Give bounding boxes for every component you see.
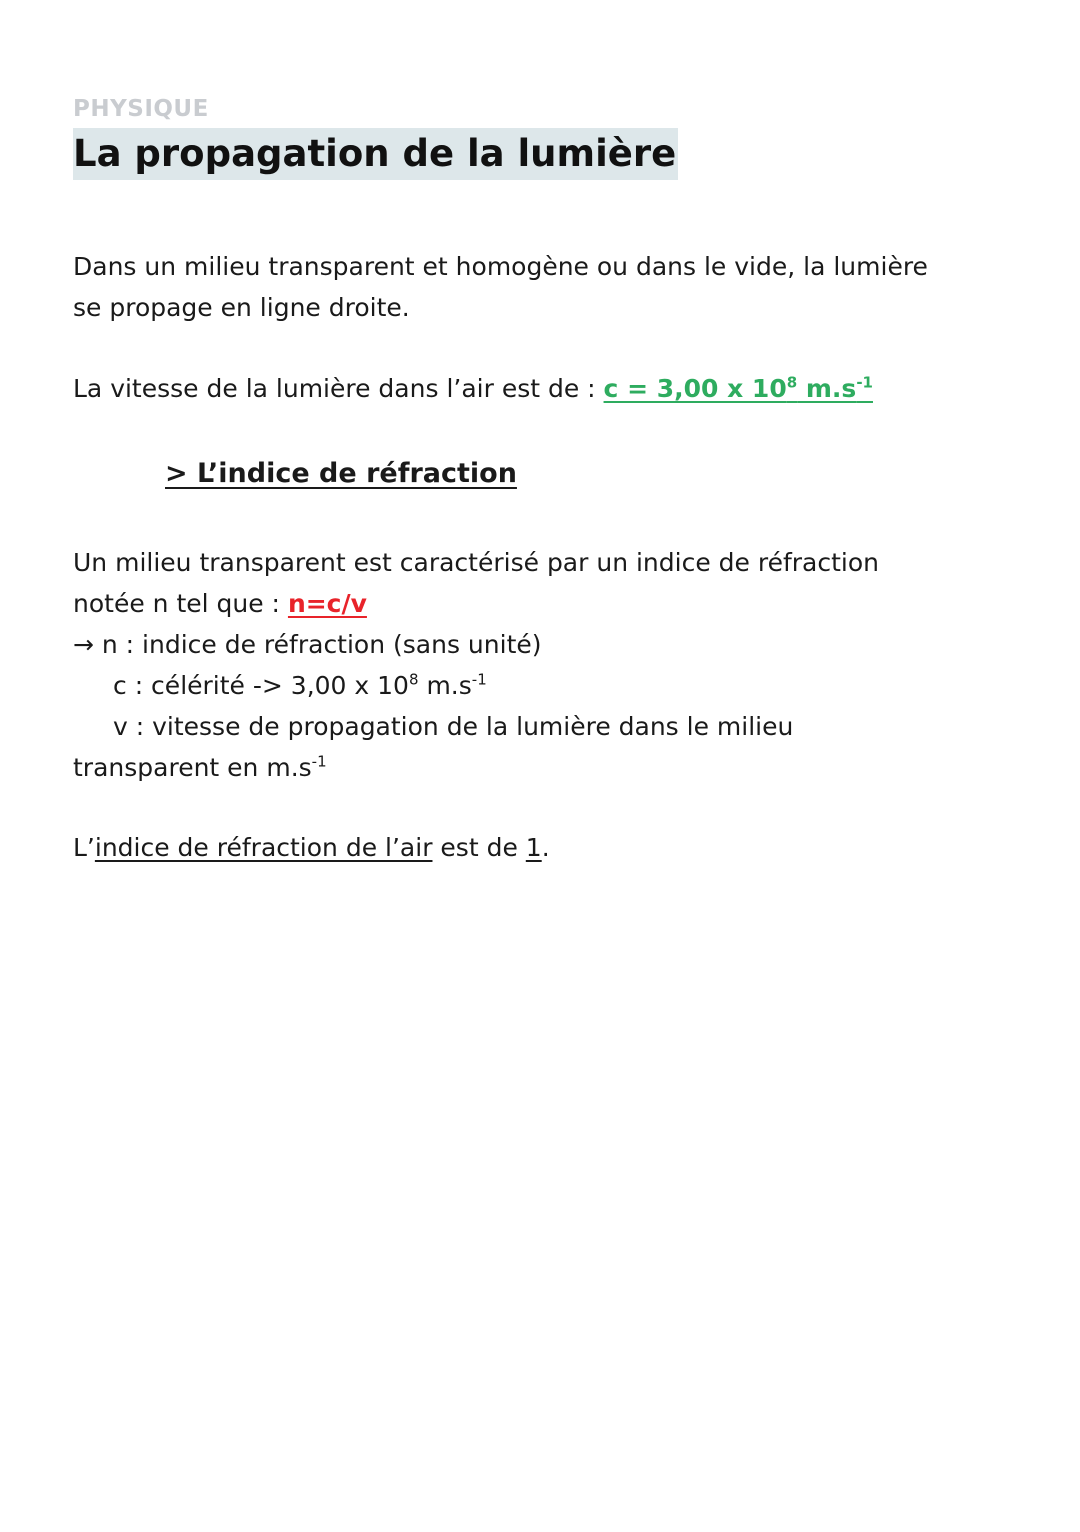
section-heading: > L’indice de réfraction <box>165 458 517 489</box>
speed-text: La vitesse de la lumière dans l’air est de : <box>73 374 604 403</box>
definition-paragraph <box>73 542 1013 788</box>
item-v-line-1: v : vitesse de propagation de la lumière dans le milieu <box>113 712 794 741</box>
item-v-line-2 <box>73 747 1013 788</box>
item-c <box>73 665 1013 706</box>
air-index-underlined: indice de réfraction de l’air <box>94 833 433 862</box>
subject-label: PHYSIQUE <box>73 96 209 122</box>
speed-formula-unit-exponent: -1 <box>856 373 873 392</box>
item-v-exponent: -1 <box>311 752 327 771</box>
speed-formula-exponent: 8 <box>786 373 798 392</box>
air-index-middle: est de <box>432 833 526 862</box>
definition-line-2 <box>73 583 1013 624</box>
air-index-value: 1 <box>525 833 542 862</box>
intro-paragraph <box>73 246 1013 328</box>
intro-line-2: se propage en ligne droite. <box>73 293 410 322</box>
title-highlight <box>73 128 678 180</box>
air-index-suffix: . <box>541 833 550 862</box>
item-n: → n : indice de réfraction (sans unité) <box>73 630 542 659</box>
speed-formula <box>604 374 873 403</box>
page-content <box>73 92 1013 862</box>
speed-paragraph <box>73 368 1013 409</box>
refraction-formula: n=c/v <box>287 589 367 618</box>
item-c-unit-exponent: -1 <box>471 670 487 689</box>
item-c-unit: m.s <box>418 671 472 700</box>
definition-line-2-prefix: notée n tel que : <box>73 589 288 618</box>
air-index-paragraph <box>73 827 1013 868</box>
speed-formula-base: c = 3,00 x 10 <box>603 374 787 403</box>
item-c-base: c : célérité -> 3,00 x 10 <box>113 671 409 700</box>
item-c-exponent: 8 <box>408 670 419 689</box>
air-index-prefix: L’ <box>73 833 95 862</box>
definition-line-1: Un milieu transparent est caractérisé par un indice de réfraction <box>73 548 880 577</box>
speed-formula-unit: m.s <box>797 374 857 403</box>
page-title: La propagation de la lumière <box>73 132 677 175</box>
item-v-line-2-text: transparent en m.s <box>73 753 312 782</box>
intro-line-1: Dans un milieu transparent et homogène ou dans le vide, la lumière <box>73 252 928 281</box>
